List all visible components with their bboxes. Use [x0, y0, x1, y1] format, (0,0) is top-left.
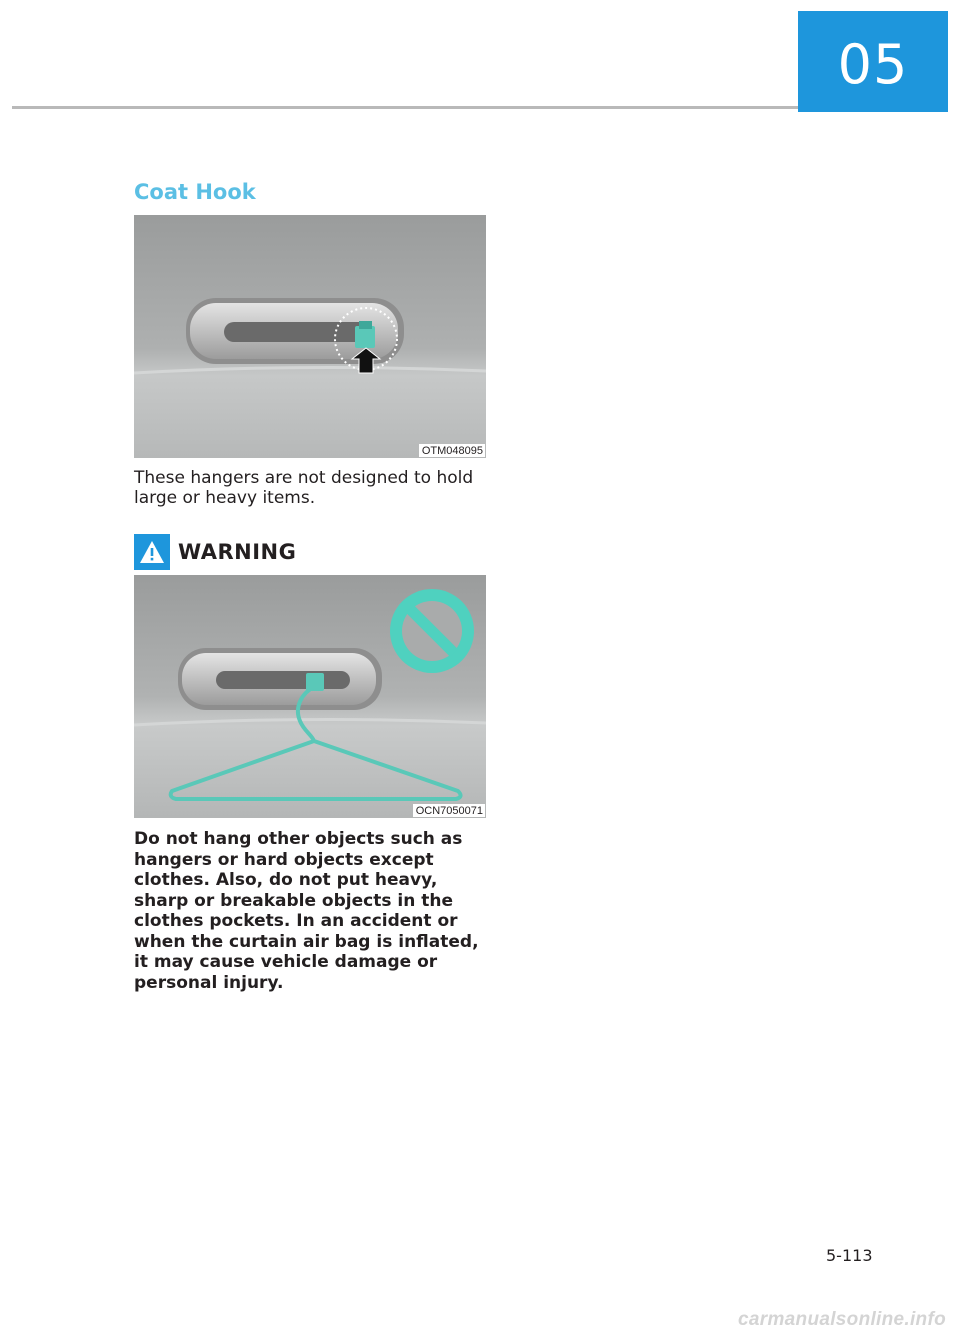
figure-code: OTM048095: [419, 444, 485, 457]
header-rule: [12, 106, 798, 109]
page-number: 5-113: [826, 1246, 873, 1265]
footer-watermark: carmanualsonline.info: [738, 1309, 946, 1330]
warning-badge: [134, 534, 170, 570]
chapter-number: 05: [837, 33, 909, 96]
warning-triangle-icon: [138, 539, 166, 565]
warning-text: Do not hang other objects such as hangers or hard objects except clothes. Also, do not put heavy, sharp or breakable objects in the clothes pockets. In an accident or when the curtain air bag is inflated, it may cause vehicle damage or personal injury.: [134, 829, 479, 993]
section-title: Coat Hook: [134, 180, 256, 204]
figure-code: OCN7050071: [413, 804, 485, 817]
warning-heading: [134, 534, 296, 570]
prohibited-hanger-figure: [134, 575, 486, 818]
warning-label: WARNING: [178, 540, 297, 564]
coat-hook-arrow-illustration: [134, 215, 486, 458]
body-text: These hangers are not designed to hold large or heavy items.: [134, 468, 474, 508]
coat-hook-figure: [134, 215, 486, 458]
prohibited-hanger-illustration: [134, 575, 486, 818]
chapter-tab: [798, 11, 948, 112]
